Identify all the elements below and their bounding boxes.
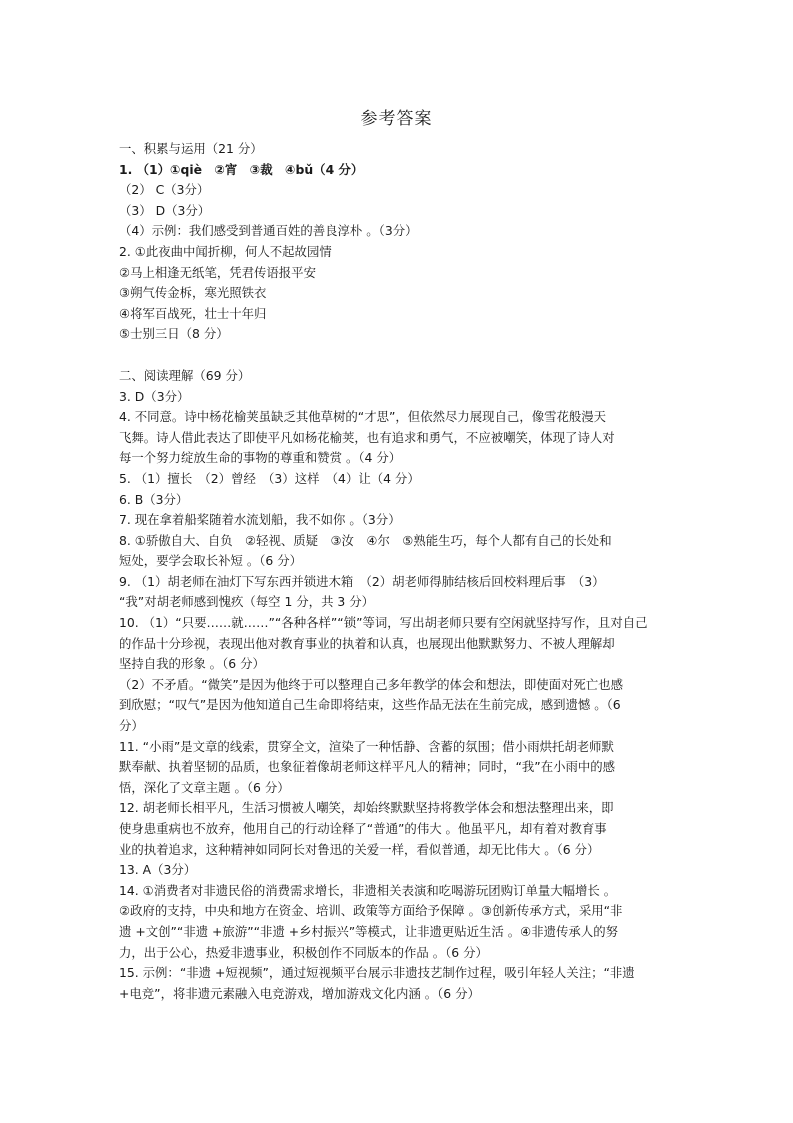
section-spacer (119, 345, 684, 366)
answer-line: “我”对胡老师感到愧疚（每空 1 分，共 3 分） (119, 594, 374, 610)
answer-line: ③朔气传金柝，寒光照铁衣 (119, 285, 267, 301)
answer-line: 到欣慰；“叹气”是因为他知道自己生命即将结束，这些作品无法在生前完成，感到遗憾 。（6 (119, 697, 621, 713)
answer-line: 5. （1）擅长 （2）曾经 （3）这样 （4）让（4 分） (119, 470, 420, 486)
answer-line: 分） (119, 718, 144, 734)
answer-line: 每一个努力绽放生命的事物的尊重和赞赏 。（4 分） (119, 450, 402, 466)
answer-line: ④将军百战死，壮士十年归 (119, 305, 267, 321)
answer-line: 3. D（3分） (119, 388, 190, 404)
answer-line: ⑤士别三日（8 分） (119, 326, 229, 342)
answer-line: 使身患重病也不放弃，他用自己的行动诠释了“普通”的伟大 。他虽平凡，却有着对教育事 (119, 821, 607, 836)
answer-line: +电竞”，将非遗元素融入电竞游戏，增加游戏文化内涵 。（6 分） (119, 985, 480, 1001)
answer-line: 11. “小雨”是文章的线索，贯穿全文，渲染了一种恬静、含蓄的氛围；借小雨烘托胡老师默 (119, 738, 614, 754)
section-heading-1: 一、积累与运用（21 分） (119, 141, 263, 156)
answer-content (119, 139, 684, 1004)
answer-line: 飞舞。诗人借此表达了即使平凡如杨花榆荚，也有追求和勇气，不应被嘲笑，体现了诗人对 (119, 429, 615, 445)
answer-line: 4. 不同意。诗中杨花榆荚虽缺乏其他草树的“才思”，但依然尽力展现自己，像雪花般漫天 (119, 409, 607, 425)
answer-line: （2） C（3分） (119, 182, 210, 198)
answer-line: 1. （1）①qiè ②宵 ③裁 ④bǔ（4 分） (119, 161, 364, 177)
answer-line: （4）示例：我们感受到普通百姓的善良淳朴 。（3分） (119, 223, 418, 239)
answer-line: 悟，深化了文章主题 。（6 分） (119, 779, 290, 795)
page-title: 参考答案 (360, 109, 433, 129)
answer-line: 14. ①消费者对非遗民俗的消费需求增长，非遗相关表演和吃喝游玩团购订单量大幅增长 。 (119, 882, 617, 898)
answer-line: 业的执着追求，这种精神如同阿长对鲁迅的关爱一样，看似普通，却无比伟大 。（6 分） (119, 841, 600, 857)
answer-line: 15. 示例：“非遗 +短视频”，通过短视频平台展示非遗技艺制作过程，吸引年轻人关注；“非遗 (119, 965, 635, 981)
answer-line: 力，出于公心，热爱非遗事业，积极创作不同版本的作品 。（6 分） (119, 944, 488, 960)
answer-line: 9. （1）胡老师在油灯下写东西并锁进木箱 （2）胡老师得肺结核后回校料理后事 （3） (119, 573, 605, 589)
answer-line: ②马上相逢无纸笔，凭君传语报平安 (119, 264, 316, 280)
answer-line: 8. ①骄傲自大、自负 ②轻视、质疑 ③汝 ④尔 ⑤熟能生巧，每个人都有自己的长处和 (119, 532, 612, 548)
answer-line: 2. ①此夜曲中闻折柳，何人不起故园情 (119, 243, 332, 259)
answer-line: 短处，要学会取长补短 。（6 分） (119, 553, 303, 569)
answer-line: 7. 现在拿着船桨随着水流划船，我不如你 。（3分） (119, 512, 401, 528)
answer-line: 13. A（3分） (119, 862, 197, 878)
answer-line: （3） D（3分） (119, 202, 211, 218)
section-heading-2: 二、阅读理解（69 分） (119, 367, 251, 383)
answer-line: 默奉献、执着坚韧的品质，也象征着像胡老师这样平凡人的精神；同时，“我”在小雨中的感 (119, 759, 616, 775)
answer-line: 遗 +文创”“非遗 +旅游”“非遗 +乡村振兴”等模式，让非遗更贴近生活 。④非遗传承人的努 (119, 923, 618, 939)
answer-line: （2）不矛盾。“微笑”是因为他终于可以整理自己多年教学的体会和想法，即使面对死亡也感 (119, 676, 623, 692)
answer-line: 坚持自我的形象 。（6 分） (119, 656, 265, 672)
answer-line: 12. 胡老师长相平凡，生活习惯被人嘲笑，却始终默默坚持将教学体会和想法整理出来，即 (119, 800, 614, 816)
answer-line: 10. （1）“只要……就……”“各种各样”“锁”等词，写出胡老师只要有空闲就坚持写作，且对自己 (119, 615, 648, 631)
answer-line: ②政府的支持，中央和地方在资金、培训、政策等方面给予保障 。③创新传承方式，采用“非 (119, 903, 623, 919)
answer-line: 6. B（3分） (119, 491, 189, 507)
answer-line: 的作品十分珍视，表现出他对教育事业的执着和认真，也展现出他默默努力、不被人理解却 (119, 635, 615, 651)
